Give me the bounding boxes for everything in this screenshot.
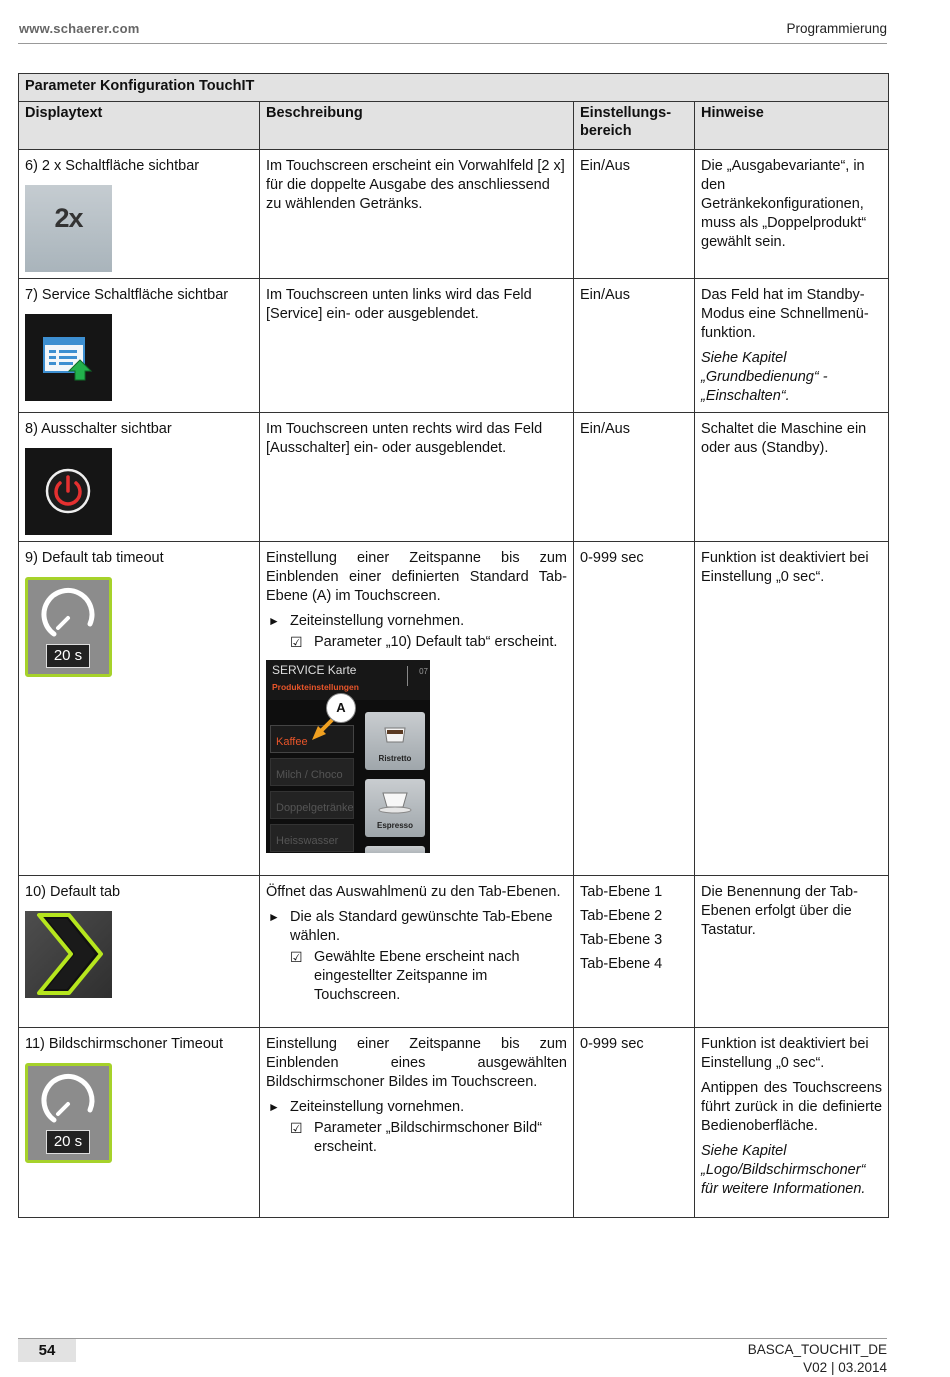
table-row	[19, 413, 889, 542]
site-url[interactable]: www.schaerer.com	[19, 21, 140, 36]
table-row	[19, 876, 889, 1028]
display-text: 8) Ausschalter sichtbar	[25, 421, 172, 437]
document-info	[748, 1341, 887, 1377]
timer-label: 20 s	[46, 1130, 90, 1154]
step-text: Die als Standard gewünschte Tab-Ebene wählen.	[290, 909, 553, 944]
table-title: Parameter Konfiguration TouchIT	[19, 74, 889, 102]
product-label: Ristretto	[378, 754, 412, 763]
table-row	[19, 279, 889, 413]
result-text: Parameter „Bildschirmschoner Bild“ erscheint.	[314, 1120, 543, 1155]
step-text: Zeiteinstellung vornehmen.	[290, 613, 465, 629]
column-header: Hinweise	[695, 102, 889, 150]
chevron-right-icon	[25, 911, 112, 998]
tab-level-option: Tab-Ebene 4	[580, 956, 663, 972]
chapter-reference: Siehe Kapitel „Logo/Bildschirmschoner“ für weitere Informationen.	[701, 1143, 866, 1197]
checkbox-checked-icon: ☑	[290, 634, 303, 650]
marker-a: A	[326, 693, 356, 723]
timer-gauge-icon	[25, 577, 112, 677]
product-label: Espresso	[376, 821, 414, 830]
section-title: Programmierung	[786, 21, 887, 36]
screenshot-title: SERVICE Karte	[272, 663, 357, 677]
instruction-result	[266, 633, 567, 652]
screenshot-subtitle: Produkteinstellungen	[272, 682, 359, 692]
display-text: 6) 2 x Schaltfläche sichtbar	[25, 158, 200, 174]
setting-range: Ein/Aus	[574, 150, 695, 279]
result-text: Gewählte Ebene erscheint nach eingestellter Zeitspanne im Touchscreen.	[314, 949, 520, 1003]
column-header: Einstellungs-bereich	[574, 102, 695, 150]
arrow-right-icon: ►	[268, 614, 280, 628]
note: Funktion ist deaktiviert bei Einstellung „0 sec“.	[701, 1036, 869, 1071]
chapter-reference: Siehe Kapitel „Grundbedienung“ - „Einschalten“.	[701, 350, 828, 404]
table-row	[19, 150, 889, 279]
tab-kaffee: Kaffee	[270, 725, 354, 753]
instruction-step	[266, 612, 567, 631]
tab-level-option: Tab-Ebene 2	[580, 908, 663, 924]
note: Die Benennung der Tab-Ebenen erfolgt über die Tastatur.	[695, 876, 889, 1028]
note: Die „Ausgabevariante“, in den Getränkekonfigurationen, muss als „Doppelprodukt“ gewählt sein.	[695, 150, 889, 279]
timer-label: 20 s	[46, 644, 90, 668]
setting-range: 0-999 sec	[574, 1028, 695, 1218]
description: Im Touchscreen erscheint ein Vorwahlfeld [2 x] für die doppelte Ausgabe des anschliessend zu wählenden Getränks.	[260, 150, 574, 279]
timer-gauge-icon	[25, 1063, 112, 1163]
column-header: Displaytext	[19, 102, 260, 150]
setting-range: 0-999 sec	[574, 542, 695, 876]
page-number: 54	[18, 1339, 76, 1362]
result-text: Parameter „10) Default tab“ erscheint.	[314, 634, 558, 650]
column-header-row	[19, 102, 889, 150]
note: Das Feld hat im Standby-Modus eine Schnellmenü-funktion.	[701, 287, 869, 341]
service-icon	[25, 314, 112, 401]
tab-milch-choco: Milch / Choco	[270, 758, 354, 786]
instruction-step	[266, 908, 567, 946]
setting-range: Ein/Aus	[574, 413, 695, 542]
step-text: Zeiteinstellung vornehmen.	[290, 1099, 465, 1115]
display-text: 9) Default tab timeout	[25, 550, 164, 566]
arrow-right-icon: ►	[268, 910, 280, 924]
table-row	[19, 1028, 889, 1218]
checkbox-checked-icon: ☑	[290, 1120, 303, 1136]
footer-divider	[18, 1338, 887, 1339]
tab-heisswasser: Heisswasser	[270, 824, 354, 852]
icon-label: 2x	[54, 203, 83, 233]
tab-doppelgetraenke: Doppelgetränke	[270, 791, 354, 819]
arrow-right-icon: ►	[268, 1100, 280, 1114]
parameter-table	[18, 73, 889, 1218]
tab-level-option: Tab-Ebene 3	[580, 932, 663, 948]
tab-level-option: Tab-Ebene 1	[580, 884, 663, 900]
pointer-arrow-icon	[266, 660, 430, 853]
setting-range: Ein/Aus	[574, 279, 695, 413]
power-icon	[25, 448, 112, 535]
display-text: 10) Default tab	[25, 884, 121, 900]
display-text: 7) Service Schaltfläche sichtbar	[25, 287, 229, 303]
instruction-step	[266, 1098, 567, 1117]
description: Im Touchscreen unten links wird das Feld [Service] ein- oder ausgeblendet.	[260, 279, 574, 413]
instruction-result	[266, 948, 567, 1005]
note-secondary: Antippen des Touchscreens führt zurück in die definierte Bedienoberfläche.	[701, 1080, 883, 1134]
description: Öffnet das Auswahlmenü zu den Tab-Ebenen.	[266, 884, 561, 900]
description: Im Touchscreen unten rechts wird das Feld [Ausschalter] ein- oder ausgeblendet.	[260, 413, 574, 542]
checkbox-checked-icon: ☑	[290, 949, 303, 965]
note: Schaltet die Maschine ein oder aus (Standby).	[695, 413, 889, 542]
header-divider	[18, 43, 887, 44]
table-row	[19, 542, 889, 876]
screenshot-page-number: 07	[419, 667, 428, 676]
document-id: BASCA_TOUCHIT_DE	[747, 1342, 887, 1357]
column-header: Beschreibung	[260, 102, 574, 150]
instruction-result	[266, 1119, 567, 1157]
display-text: 11) Bildschirmschoner Timeout	[25, 1036, 223, 1052]
note: Funktion ist deaktiviert bei Einstellung „0 sec“.	[695, 542, 889, 876]
double-button-icon	[25, 185, 112, 272]
description: Einstellung einer Zeitspanne bis zum Einblenden eines ausgewählten Bildschirmschoner Bildes im Touchscreen.	[266, 1036, 567, 1090]
document-version: V02 | 03.2014	[803, 1360, 887, 1375]
description: Einstellung einer Zeitspanne bis zum Einblenden einer definierten Standard Tab-Ebene (A) im Touchscreen.	[266, 550, 567, 604]
service-screenshot	[266, 660, 430, 853]
